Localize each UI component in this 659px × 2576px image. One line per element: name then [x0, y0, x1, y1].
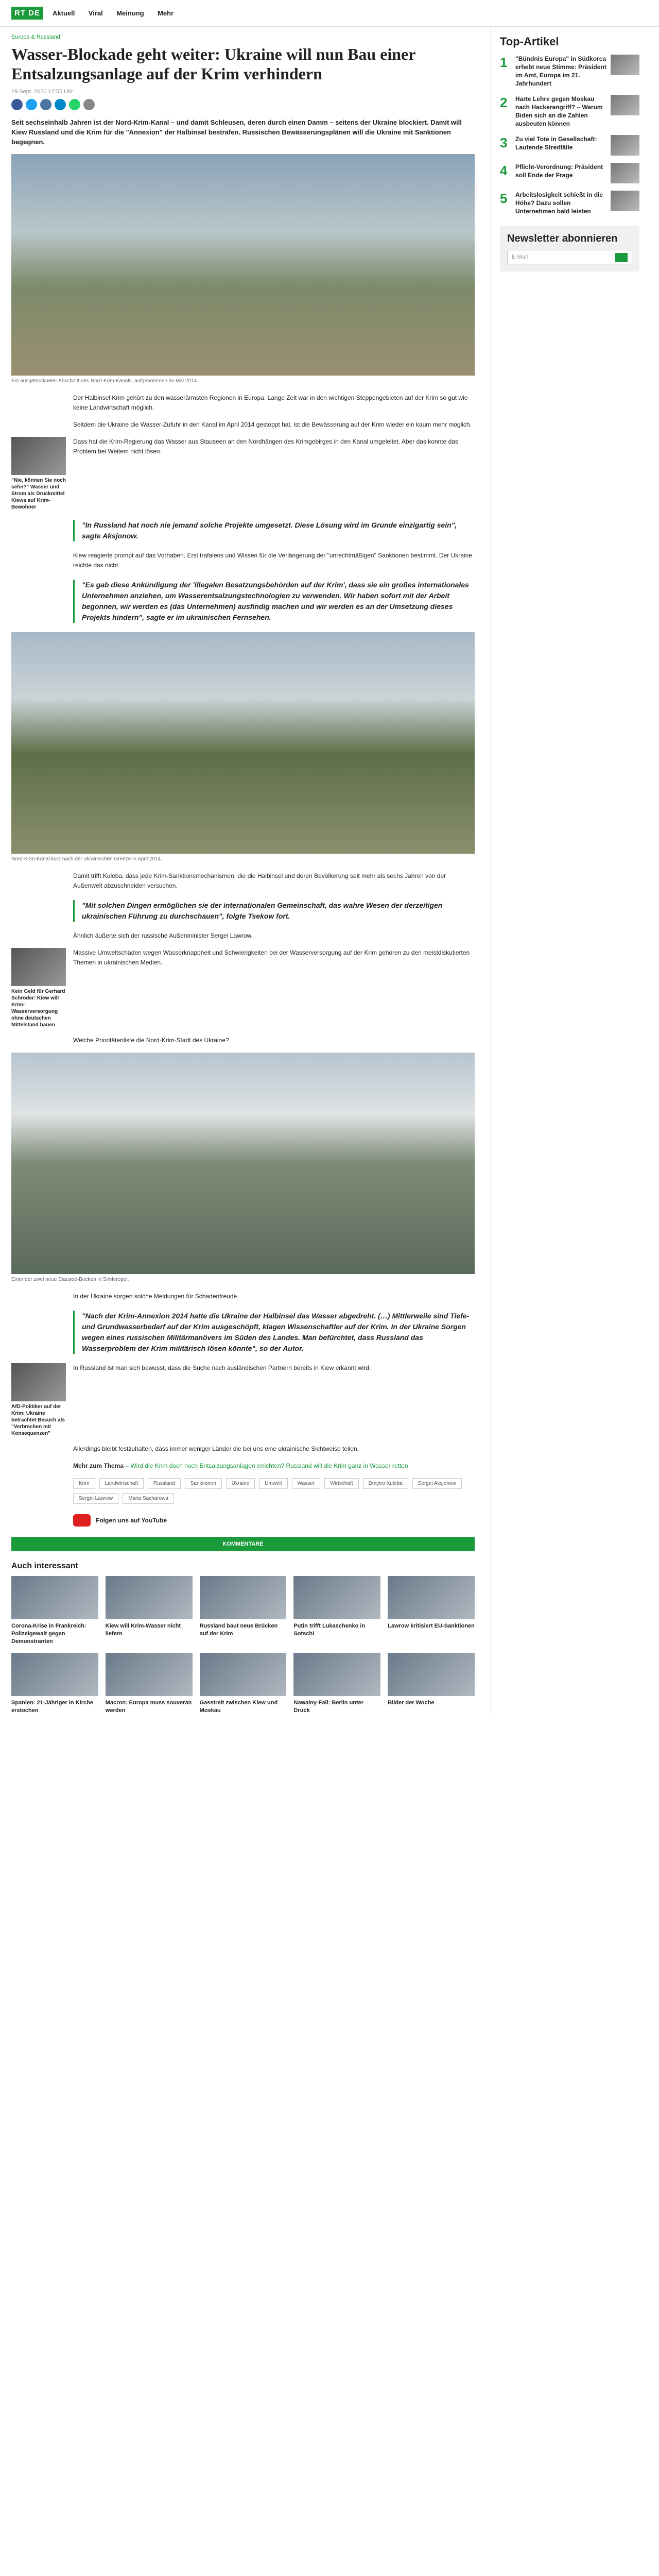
facebook-icon[interactable]: [11, 99, 23, 110]
canal-caption: Nord-Krim-Kanal kurz nach der ukrainischen Grenze in April 2014.: [11, 856, 162, 862]
inset-thumbnail[interactable]: [11, 437, 66, 475]
paragraph: Massive Umweltschäden wegen Wasserknappheit und Schwierigkeiten bei der Wasserversorgung auf der Krim gehören zu den meistdiskutierten Themen in ukrainischen Medien.: [73, 949, 470, 966]
related-inset[interactable]: [11, 1363, 475, 1437]
twitter-icon[interactable]: [26, 99, 37, 110]
pull-quote: "In Russland hat noch nie jemand solche Projekte umgesetzt. Diese Lösung wird im Grunde einzigartig sein", sagte Aksjonow.: [73, 520, 475, 541]
reservoir-caption: Einer der zwei neue Stausee-Becken in Simferopol.: [11, 1277, 129, 1282]
sidebar-newsletter: [500, 226, 639, 272]
site-logo[interactable]: RT DE: [11, 7, 43, 20]
card-thumbnail[interactable]: [11, 1576, 98, 1619]
card-thumbnail[interactable]: [388, 1653, 475, 1696]
rank-number: 2: [500, 95, 508, 110]
tag[interactable]: Sanktionen: [185, 1478, 222, 1489]
breadcrumb[interactable]: Europa & Russland: [11, 34, 60, 40]
card-title[interactable]: Macron: Europa muss souverän werden: [105, 1700, 192, 1714]
related-card[interactable]: [11, 1653, 98, 1715]
newsletter-title: Newsletter abonnieren: [507, 233, 618, 244]
article-lead: Seit sechseinhalb Jahren ist der Nord-Krim-Kanal – und damit Schleusen, deren durch einen Damm – seitens der Ukraine blockiert. Damit will Kiew Russland und die Krim für die "Annexion" der Halbinsel bestrafen. Russischen Bewässerungsplänen will die Ukraine mit Sanktionen begegnen.: [11, 118, 462, 146]
tag[interactable]: Ukraine: [226, 1478, 255, 1489]
telegram-icon[interactable]: [55, 99, 66, 110]
top-article-title[interactable]: Harte Lehre gegen Moskau nach Hackerangriff? – Warum Biden sich an die Zahlen ausbeuten können: [515, 95, 603, 127]
article-date: 29 Sept. 2020 17:55 Uhr: [11, 89, 73, 95]
reservoir-image: [11, 1053, 475, 1274]
more-label: Mehr zum Thema: [73, 1462, 124, 1469]
rank-number: 1: [500, 55, 508, 70]
article-main: [11, 27, 490, 1715]
paragraph: Der Halbinsel Krim gehört zu den wasserärmsten Regionen in Europa. Lange Zeit war in den wichtigen Steppengebieten auf der Krim so gut wie keine Landwirtschaft möglich.: [73, 394, 468, 411]
card-title[interactable]: Kiew will Krim-Wasser nicht liefern: [105, 1623, 181, 1637]
article-body: [11, 393, 475, 623]
tag-list: [73, 1478, 475, 1504]
sidebar: [490, 27, 639, 1715]
card-title[interactable]: Gasstreit zwischen Kiew und Moskau: [199, 1700, 278, 1714]
tag[interactable]: Umwelt: [259, 1478, 287, 1489]
card-title[interactable]: Spanien: 21-Jähriger in Kirche erstochen: [11, 1700, 93, 1714]
card-thumbnail[interactable]: [293, 1653, 380, 1696]
related-card[interactable]: [388, 1576, 475, 1646]
related-grid: [11, 1576, 475, 1715]
tag[interactable]: Sergei Aksjonow: [412, 1478, 462, 1489]
paragraph: Ähnlich äußerte sich der russische Außenminister Sergei Lawrow.: [73, 932, 253, 939]
pull-quote: "Es gab diese Ankündigung der 'illegalen Besatzungsbehörden auf der Krim', dass sie ein großes internationales Unternehmen anziehen, um Wasserentsalzungstechnologien zu verwenden. Wir haben sofort mit der Arbeit begonnen, wir werden es (das Unternehmen) ausfindig machen und wir werden es an der Umsetzung dieses Projekts hindern", sagte er im ukrainischen Fernsehen.: [73, 580, 475, 623]
card-thumbnail[interactable]: [293, 1576, 380, 1619]
card-title[interactable]: Bilder der Woche: [388, 1700, 435, 1706]
tag[interactable]: Wasser: [292, 1478, 321, 1489]
canal-image: [11, 632, 475, 854]
top-bar: [0, 0, 659, 27]
related-card[interactable]: [200, 1576, 287, 1646]
paragraph: Kiew reagierte prompt auf das Vorhaben. Erst trafalens und Wissen für die Verlängerung der "unrechtmäßigen" Sanktionen bestimmt. Der Ukraine reichte das nicht.: [73, 552, 472, 569]
related-card[interactable]: [388, 1653, 475, 1715]
paragraph: Allerdings bleibt festzuhalten, dass immer weniger Länder die bei uns eine ukrainische Sichtweise teilen.: [73, 1445, 359, 1452]
top-article-thumbnail[interactable]: [611, 135, 639, 156]
card-title[interactable]: Russland baut neue Brücken auf der Krim: [199, 1623, 278, 1637]
paragraph: In der Ukraine sorgen solche Meldungen für Schadenfreude.: [73, 1293, 239, 1300]
pull-quote: "Mit solchen Dingen ermöglichen sie der internationalen Gemeinschaft, das wahre Wesen der derzeitigen ukrainischen Führung zu durchschauen", folgte Tsekow fort.: [73, 900, 475, 922]
related-card[interactable]: [106, 1653, 193, 1715]
inset-caption[interactable]: "Nie, können Sie noch sehn?" Wasser und Strom als Druckmittel Kiews auf Krim-Bewohner: [11, 478, 66, 510]
rank-number: 5: [500, 191, 508, 206]
main-nav: [53, 9, 185, 18]
card-thumbnail[interactable]: [200, 1576, 287, 1619]
related-title: Auch interessant: [11, 1562, 78, 1570]
inset-caption[interactable]: AfD-Politiker auf der Krim: Ukraine betrachtet Besuch als "Verbrechen mit Konsequenzen": [11, 1404, 65, 1436]
top-article-title[interactable]: Arbeitslosigkeit schießt in die Höhe? Dazu sollen Unternehmen bald leisten: [515, 191, 603, 215]
tag[interactable]: Wirtschaft: [324, 1478, 358, 1489]
top-article-thumbnail[interactable]: [611, 95, 639, 115]
follow-label[interactable]: Folgen uns auf YouTube: [96, 1517, 167, 1524]
related-card[interactable]: [106, 1576, 193, 1646]
rank-number: 3: [500, 135, 508, 150]
more-link[interactable]: – Wird die Krim doch noch Entsalzungsanlagen errichten? Russland will die Krim ganz in Wasser retten: [125, 1462, 408, 1469]
top-article-thumbnail[interactable]: [611, 163, 639, 183]
card-thumbnail[interactable]: [200, 1653, 287, 1696]
mail-icon[interactable]: [83, 99, 95, 110]
card-title[interactable]: Putin trifft Lukaschenko in Sotschi: [293, 1623, 366, 1637]
tag[interactable]: Sergei Lawrow: [73, 1493, 118, 1504]
tag[interactable]: Maria Sacharowa: [123, 1493, 174, 1504]
card-title[interactable]: Corona-Krise in Frankreich: Polizeigewalt gegen Demonstranten: [11, 1623, 86, 1645]
pull-quote: "Nach der Krim-Annexion 2014 hatte die Ukraine der Halbinsel das Wasser abgedreht. (…) Mittlerweile sind Tiefe- und Grundwasserbedarf auf der Krim ausgeschöpft, klagen Wissenschaftler auf der Krim. In der Ukraine Sorgen wegen eines russischen Militärmanövers im Süden des Landes. Man befürchtet, dass Russland das Wasserproblem der Krim militärisch lösen könnte", so der Autor.: [73, 1311, 475, 1354]
related-inset[interactable]: [11, 437, 475, 511]
top-article-thumbnail[interactable]: [611, 55, 639, 75]
related-inset[interactable]: [11, 948, 475, 1028]
related-card[interactable]: [293, 1653, 380, 1715]
nav-item-meinung[interactable]: Meinung: [116, 9, 144, 17]
card-thumbnail[interactable]: [388, 1576, 475, 1619]
top-article[interactable]: [500, 95, 639, 128]
youtube-follow[interactable]: [73, 1514, 475, 1527]
inset-caption[interactable]: Kein Geld für Gerhard Schröder: Kiew will Krim-Wasserversorgung ohne deutschen Mittelstand bauen: [11, 989, 65, 1028]
card-thumbnail[interactable]: [11, 1653, 98, 1696]
paragraph: Seitdem die Ukraine die Wasser-Zufuhr in den Kanal im April 2014 gestoppt hat, ist die Bewässerung auf der Krim wieder ein kaum mehr möglich.: [73, 421, 472, 428]
vk-icon[interactable]: [40, 99, 51, 110]
top-article[interactable]: [500, 163, 639, 183]
tag[interactable]: Krim: [73, 1478, 95, 1489]
card-title[interactable]: Nawalny-Fall: Berlin unter Druck: [293, 1700, 364, 1714]
tag[interactable]: Russland: [148, 1478, 181, 1489]
tag[interactable]: Dmytro Kuleba: [363, 1478, 408, 1489]
page-title: Wasser-Blockade geht weiter: Ukraine will nun Bau einer Entsalzungsanlage auf der Krim verhindern: [11, 45, 415, 83]
top-article-title[interactable]: "Bündnis Europa" in Südkorea erhebt neue Stimme: Präsident im Amt, Europa im 21. Jahrhundert: [515, 55, 606, 87]
newsletter-email-field[interactable]: [507, 250, 632, 264]
top-article[interactable]: [500, 191, 639, 215]
submit-arrow-icon[interactable]: [615, 253, 628, 262]
paragraph: Welche Prioritätenliste die Nord-Krim-Stadt des Ukraine?: [73, 1037, 229, 1044]
related-card[interactable]: [293, 1576, 380, 1646]
top-article-thumbnail[interactable]: [611, 191, 639, 211]
card-title[interactable]: Lawrow kritisiert EU-Sanktionen: [388, 1623, 475, 1629]
paragraph: Damit trifft Kuleba, dass jede Krim-Sanktionsmechanismen, die die Halbinsel und deren Bevölkerung seit mehr als sechs Jahren von der Außenwelt abzuschneiden versuchen.: [73, 872, 446, 889]
inset-thumbnail[interactable]: [11, 948, 66, 986]
card-thumbnail[interactable]: [106, 1653, 193, 1696]
paragraph: In Russland ist man sich bewusst, dass die Suche nach ausländischen Partnern bereits in Kiew erkannt wird.: [73, 1364, 371, 1371]
inset-thumbnail[interactable]: [11, 1363, 66, 1401]
hero-image: [11, 154, 475, 376]
top-article-title[interactable]: Zu viel Tote in Gesellschaft: Laufende Streitfälle: [515, 135, 597, 151]
hero-caption: Ein ausgetrockneter Abschnitt des Nord-Krim-Kanals, aufgenommen im Mai 2014.: [11, 378, 198, 384]
top-article[interactable]: [500, 135, 639, 156]
sidebar-title: Top-Artikel: [500, 35, 559, 48]
related-card[interactable]: [11, 1576, 98, 1646]
email-placeholder: E-Mail: [512, 254, 528, 260]
youtube-icon[interactable]: [73, 1514, 91, 1527]
comments-button[interactable]: KOMMENTARE: [11, 1537, 475, 1551]
nav-item-viral[interactable]: Viral: [88, 9, 103, 17]
nav-item-mehr[interactable]: Mehr: [158, 9, 174, 17]
tag[interactable]: Landwirtschaft: [99, 1478, 144, 1489]
top-article-title[interactable]: Pflicht-Verordnung: Präsident soll Ende der Frage: [515, 163, 603, 179]
rank-number: 4: [500, 163, 508, 178]
share-bar: [11, 99, 475, 110]
nav-item-aktuell[interactable]: Aktuell: [53, 9, 75, 17]
card-thumbnail[interactable]: [106, 1576, 193, 1619]
paragraph: Dass hat die Krim-Regierung das Wasser aus Stauseen an den Nordhängen des Krimgebirges in den Kanal umgeleitet. Aber das konnte das Problem bei Weitem nicht lösen.: [73, 438, 458, 455]
whatsapp-icon[interactable]: [69, 99, 80, 110]
related-card[interactable]: [200, 1653, 287, 1715]
top-article[interactable]: [500, 55, 639, 88]
